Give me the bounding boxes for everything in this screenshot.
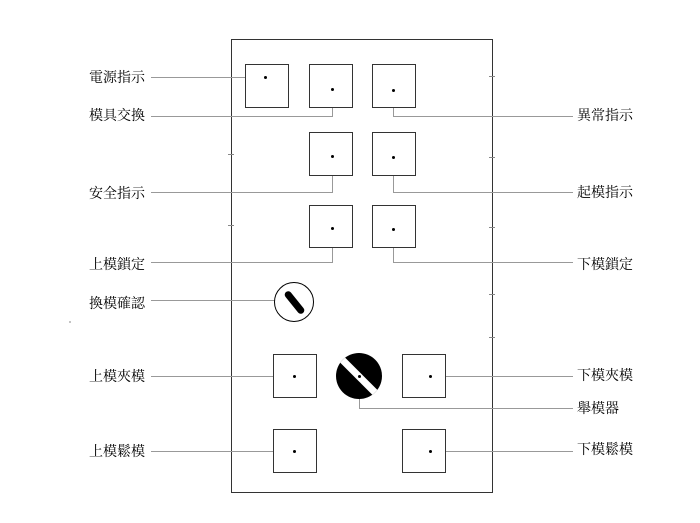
label-mold-exchange: 模具交換 [89, 107, 145, 123]
label-upper-mold-clamp: 上模夾模 [89, 368, 145, 384]
leader-dot-mold-lift-indicator [392, 156, 395, 159]
edge-tick-mark [489, 227, 495, 228]
leader-line-lower-mold-clamp [430, 376, 573, 377]
leader-line-lower-mold-lock [393, 262, 573, 263]
label-mold-change-confirm: 換模確認 [89, 295, 145, 311]
label-upper-mold-release: 上模鬆模 [89, 443, 145, 459]
leader-dot-upper-mold-release [293, 450, 296, 453]
button-square-lower-mold-clamp [402, 354, 446, 398]
label-power-indicator: 電源指示 [89, 69, 145, 85]
leader-line-abnormal-indicator [393, 116, 573, 117]
leader-line-mold-lift-indicator [393, 192, 573, 193]
edge-tick-mark [489, 294, 495, 295]
leader-dot-mold-lifter [358, 375, 361, 378]
leader-line-mold-lifter [359, 408, 573, 409]
leader-dot-upper-mold-lock [331, 227, 334, 230]
button-square-mold-exchange [309, 64, 353, 108]
label-safety-indicator: 安全指示 [89, 185, 145, 201]
edge-tick-mark [489, 157, 495, 158]
button-square-power-indicator [245, 64, 289, 108]
leader-line-lower-mold-release [430, 451, 573, 452]
button-square-mold-lift-indicator [372, 132, 416, 176]
label-lower-mold-lock: 下模鎖定 [577, 256, 633, 272]
leader-line-safety-indicator [151, 192, 333, 193]
leader-line-mold-exchange [151, 116, 333, 117]
leader-dot-upper-mold-clamp [293, 375, 296, 378]
button-square-abnormal-indicator [372, 64, 416, 108]
label-lower-mold-release: 下模鬆模 [577, 441, 633, 457]
stray-speck [69, 321, 71, 323]
edge-tick-mark [228, 154, 234, 155]
leader-dot-lower-mold-clamp [429, 375, 432, 378]
leader-line-upper-mold-lock [151, 262, 333, 263]
button-square-lower-mold-release [402, 429, 446, 473]
button-square-lower-mold-lock [372, 205, 416, 248]
leader-dot-power-indicator [264, 76, 267, 79]
label-abnormal-indicator: 異常指示 [577, 107, 633, 123]
leader-dot-lower-mold-release [429, 450, 432, 453]
edge-tick-mark [489, 337, 495, 338]
leader-dot-abnormal-indicator [392, 89, 395, 92]
leader-dot-mold-exchange [331, 88, 334, 91]
leader-dot-lower-mold-lock [392, 228, 395, 231]
leader-dot-safety-indicator [331, 155, 334, 158]
label-mold-lift-indicator: 起模指示 [577, 184, 633, 200]
label-upper-mold-lock: 上模鎖定 [89, 256, 145, 272]
edge-tick-mark [489, 76, 495, 77]
button-square-safety-indicator [309, 132, 353, 176]
label-lower-mold-clamp: 下模夾模 [577, 367, 633, 383]
edge-tick-mark [228, 225, 234, 226]
label-mold-lifter: 舉模器 [577, 400, 619, 416]
leader-line-mold-change-confirm [151, 300, 275, 301]
